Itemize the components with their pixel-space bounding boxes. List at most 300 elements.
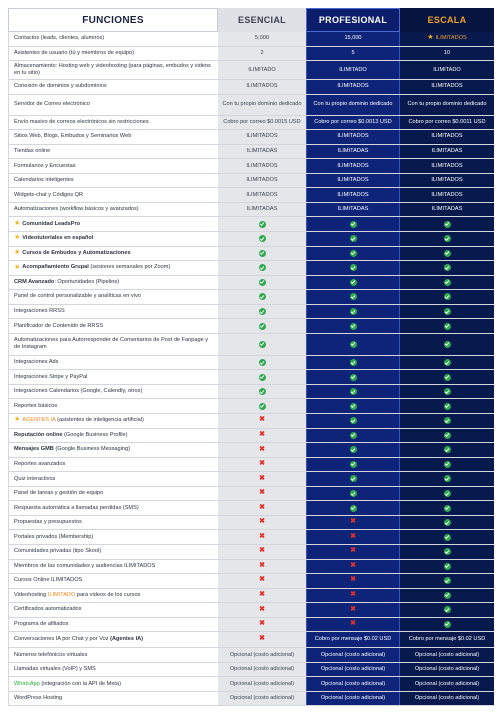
feature-label xyxy=(22,250,130,257)
escala-cell xyxy=(400,632,494,647)
cross-icon: ✖ xyxy=(259,430,265,438)
feature-text: Certificados automatizados xyxy=(14,606,82,613)
profesional-cell xyxy=(306,648,400,662)
escala-cell xyxy=(400,290,494,304)
profesional-cell xyxy=(306,305,400,319)
cross-icon: ✖ xyxy=(259,547,265,555)
feature-label xyxy=(14,476,55,483)
profesional-cell xyxy=(306,472,400,486)
feature-text: Propuestas y presupuestos xyxy=(14,519,82,526)
star-icon: ★ xyxy=(14,263,21,271)
escala-cell xyxy=(400,692,494,706)
table-row xyxy=(8,130,494,145)
feature-cell xyxy=(8,370,218,384)
check-icon xyxy=(350,374,357,381)
profesional-cell xyxy=(306,443,400,457)
table-row xyxy=(8,356,494,371)
check-icon xyxy=(350,308,357,315)
escala-cell xyxy=(400,677,494,691)
table-row xyxy=(8,530,494,545)
feature-text: Mensajes GMB xyxy=(14,446,54,453)
esencial-cell xyxy=(218,61,306,79)
feature-text: CRM Avanzado xyxy=(14,278,55,285)
feature-label xyxy=(14,192,83,199)
feature-label xyxy=(22,264,170,271)
table-row xyxy=(8,370,494,385)
table-row xyxy=(8,574,494,589)
feature-label xyxy=(14,403,57,410)
feature-text: (integración con la API de Meta) xyxy=(39,680,121,687)
escala-cell xyxy=(400,95,494,115)
feature-cell xyxy=(8,130,218,144)
check-icon xyxy=(444,577,451,584)
escala-cell xyxy=(400,203,494,217)
table-row xyxy=(8,603,494,618)
feature-cell xyxy=(8,516,218,530)
profesional-cell xyxy=(306,130,400,144)
table-row xyxy=(8,32,494,47)
feature-label xyxy=(14,490,103,497)
escala-cell xyxy=(400,603,494,617)
escala-cell xyxy=(400,589,494,603)
check-icon xyxy=(350,264,357,271)
check-icon xyxy=(444,548,451,555)
cell-value: ILIMITADAS xyxy=(246,148,278,155)
feature-cell xyxy=(8,247,218,261)
escala-cell xyxy=(400,663,494,677)
escala-cell xyxy=(400,516,494,530)
cell-value: ILIMITADOS xyxy=(337,191,369,198)
feature-cell xyxy=(8,80,218,94)
escala-cell xyxy=(400,560,494,574)
table-row xyxy=(8,188,494,203)
feature-cell xyxy=(8,632,218,647)
check-icon xyxy=(350,446,357,453)
table-row xyxy=(8,319,494,334)
profesional-cell xyxy=(306,32,400,46)
check-icon xyxy=(444,592,451,599)
check-icon xyxy=(259,308,266,315)
profesional-cell xyxy=(306,217,400,231)
esencial-cell xyxy=(218,574,306,588)
profesional-cell xyxy=(306,385,400,399)
table-row xyxy=(8,443,494,458)
table-row xyxy=(8,145,494,160)
esencial-cell xyxy=(218,414,306,428)
cell-value: ILIMITADAS xyxy=(431,206,463,213)
profesional-cell xyxy=(306,47,400,61)
cell-value: ILIMITADAS xyxy=(337,148,369,155)
cell-value: Con tu propio dominio dedicado xyxy=(407,101,487,108)
feature-text: Miembros de las comunidades y audiencias ILIMITADOS xyxy=(14,562,156,569)
check-icon xyxy=(444,621,451,628)
feature-label xyxy=(14,606,81,613)
escala-cell xyxy=(400,47,494,61)
table-row xyxy=(8,589,494,604)
cell-value: Opcional (costo adicional) xyxy=(414,666,480,673)
profesional-cell xyxy=(306,356,400,370)
check-icon xyxy=(444,341,451,348)
cell-value: ILIMITADOS xyxy=(337,133,369,140)
feature-text: Respuesta automática a llamadas perdidas (SMS) xyxy=(14,504,139,511)
cell-value: ILIMITADOS xyxy=(246,133,278,140)
escala-cell xyxy=(400,80,494,94)
table-row xyxy=(8,80,494,95)
table-row xyxy=(8,290,494,305)
check-icon xyxy=(350,505,357,512)
escala-cell xyxy=(400,261,494,275)
feature-cell xyxy=(8,276,218,290)
check-icon xyxy=(350,221,357,228)
feature-cell xyxy=(8,458,218,472)
check-icon xyxy=(444,461,451,468)
feature-label xyxy=(22,221,80,228)
feature-text: Videohosting xyxy=(14,591,48,598)
check-icon xyxy=(444,417,451,424)
check-icon xyxy=(259,221,266,228)
esencial-cell xyxy=(218,80,306,94)
cell-value: ILIMITADOS xyxy=(246,191,278,198)
cell-value: ILIMITADOS xyxy=(431,133,463,140)
esencial-cell xyxy=(218,648,306,662)
cell-value: Con tu propio dominio dedicado xyxy=(313,101,393,108)
cell-value: ILIMITADAS xyxy=(337,206,369,213)
table-row xyxy=(8,501,494,516)
cell-value: Con tu propio dominio dedicado xyxy=(222,101,302,108)
feature-text: Automatizaciones para Autorresponder de Comentarios de Post de Fanpage y de Instagram xyxy=(14,337,209,351)
cell-value: ILIMITADOS xyxy=(246,83,278,90)
feature-cell xyxy=(8,290,218,304)
cell-value: Opcional (costo adicional) xyxy=(414,695,480,702)
cell-value: Opcional (costo adicional) xyxy=(229,651,295,658)
table-row xyxy=(8,414,494,429)
escala-cell xyxy=(400,232,494,246)
feature-cell xyxy=(8,429,218,443)
table-row xyxy=(8,458,494,473)
check-icon xyxy=(350,490,357,497)
table-row xyxy=(8,472,494,487)
check-icon xyxy=(259,250,266,257)
escala-cell xyxy=(400,32,494,46)
profesional-cell xyxy=(306,574,400,588)
profesional-cell xyxy=(306,290,400,304)
cross-icon: ✖ xyxy=(350,561,356,569)
feature-label xyxy=(14,666,96,673)
profesional-cell xyxy=(306,370,400,384)
esencial-cell xyxy=(218,501,306,515)
escala-cell xyxy=(400,399,494,413)
feature-label xyxy=(14,681,121,688)
check-icon xyxy=(444,606,451,613)
cross-icon: ✖ xyxy=(259,620,265,628)
feature-cell xyxy=(8,159,218,173)
profesional-cell xyxy=(306,399,400,413)
check-icon xyxy=(444,359,451,366)
check-icon xyxy=(259,374,266,381)
feature-label xyxy=(14,83,107,90)
feature-label xyxy=(14,548,101,555)
esencial-cell xyxy=(218,334,306,355)
check-icon xyxy=(444,505,451,512)
cell-value: Cobro por mensaje $0.02 USD xyxy=(314,636,392,643)
feature-text: (sesiones semanales por Zoom) xyxy=(88,264,171,271)
table-row xyxy=(8,247,494,262)
feature-cell xyxy=(8,232,218,246)
check-icon xyxy=(350,359,357,366)
profesional-cell xyxy=(306,414,400,428)
feature-label xyxy=(14,337,213,351)
check-icon xyxy=(444,374,451,381)
escala-cell xyxy=(400,458,494,472)
feature-cell xyxy=(8,501,218,515)
check-icon xyxy=(350,432,357,439)
cell-value: ILIMITADAS xyxy=(431,148,463,155)
feature-text: para videos de los cursos xyxy=(75,591,141,598)
esencial-cell xyxy=(218,188,306,202)
check-icon xyxy=(259,235,266,242)
cross-icon: ✖ xyxy=(350,547,356,555)
table-row xyxy=(8,261,494,276)
feature-cell xyxy=(8,47,218,61)
escala-cell xyxy=(400,188,494,202)
cross-icon: ✖ xyxy=(259,590,265,598)
esencial-cell xyxy=(218,399,306,413)
header-profesional: PROFESIONAL xyxy=(306,8,400,32)
escala-cell xyxy=(400,429,494,443)
escala-cell xyxy=(400,217,494,231)
escala-cell xyxy=(400,545,494,559)
esencial-cell xyxy=(218,116,306,130)
check-icon xyxy=(350,403,357,410)
feature-label xyxy=(14,563,155,570)
feature-cell xyxy=(8,261,218,275)
table-row xyxy=(8,677,494,692)
feature-text: Comunidades privadas (tipo Skool) xyxy=(14,548,102,555)
feature-cell xyxy=(8,414,218,428)
feature-text: Formularios y Encuestas xyxy=(14,162,76,169)
feature-label xyxy=(14,388,142,395)
table-row xyxy=(8,203,494,218)
check-icon xyxy=(259,403,266,410)
esencial-cell xyxy=(218,32,306,46)
esencial-cell xyxy=(218,618,306,632)
cross-icon: ✖ xyxy=(259,561,265,569)
feature-text: (Agentes IA) xyxy=(110,636,144,643)
esencial-cell xyxy=(218,276,306,290)
feature-cell xyxy=(8,116,218,130)
cross-icon: ✖ xyxy=(350,532,356,540)
profesional-cell xyxy=(306,319,400,333)
escala-cell xyxy=(400,501,494,515)
feature-text: Comunidad LeadsPro xyxy=(22,220,81,227)
feature-text: WordPress Hosting xyxy=(14,695,63,702)
feature-cell xyxy=(8,174,218,188)
feature-text: Conversaciones IA por Chat y por Voz xyxy=(14,636,111,643)
esencial-cell xyxy=(218,487,306,501)
feature-label xyxy=(14,293,141,300)
cell-value: 10 xyxy=(443,49,451,56)
escala-cell xyxy=(400,443,494,457)
table-row xyxy=(8,159,494,174)
feature-text: Servidor de Correo electrónico xyxy=(14,101,90,108)
check-icon xyxy=(444,293,451,300)
escala-cell xyxy=(400,159,494,173)
cross-icon: ✖ xyxy=(259,532,265,540)
feature-text: Integraciones Stripe y PayPal xyxy=(14,373,88,380)
feature-text: (Google Business Messaging) xyxy=(53,446,130,453)
feature-cell xyxy=(8,356,218,370)
escala-cell xyxy=(400,174,494,188)
esencial-cell xyxy=(218,560,306,574)
profesional-cell xyxy=(306,545,400,559)
cross-icon: ✖ xyxy=(259,605,265,613)
cell-value: 2 xyxy=(260,49,264,56)
escala-cell xyxy=(400,276,494,290)
profesional-cell xyxy=(306,692,400,706)
feature-cell xyxy=(8,443,218,457)
star-icon: ★ xyxy=(14,248,21,256)
esencial-cell xyxy=(218,603,306,617)
check-icon xyxy=(350,461,357,468)
feature-text: Cursos de Embudos y Automatizaciones xyxy=(22,249,131,256)
cross-icon: ✖ xyxy=(350,605,356,613)
table-row xyxy=(8,232,494,247)
check-icon xyxy=(259,293,266,300)
check-icon xyxy=(444,446,451,453)
feature-label xyxy=(14,374,87,381)
feature-text: Cursos Online ILIMITADOS xyxy=(14,577,83,584)
feature-text: Panel de tareas y gestión de equipo xyxy=(14,490,104,497)
check-icon xyxy=(350,417,357,424)
feature-label xyxy=(14,461,65,468)
feature-text: Integraciones RRSS xyxy=(14,308,65,315)
profesional-cell xyxy=(306,116,400,130)
check-icon xyxy=(444,534,451,541)
esencial-cell xyxy=(218,356,306,370)
check-icon xyxy=(350,341,357,348)
feature-cell xyxy=(8,530,218,544)
profesional-cell xyxy=(306,203,400,217)
esencial-cell xyxy=(218,458,306,472)
check-icon xyxy=(350,475,357,482)
feature-cell xyxy=(8,203,218,217)
cell-value: ILIMITADOS xyxy=(337,177,369,184)
feature-text: WhatsApp xyxy=(14,680,40,687)
table-row xyxy=(8,663,494,678)
esencial-cell xyxy=(218,203,306,217)
feature-text: Almacenamiento: Hosting web y videohosting (para páginas, embudos y videos en tu sitio) xyxy=(14,63,211,77)
esencial-cell xyxy=(218,443,306,457)
profesional-cell xyxy=(306,530,400,544)
feature-text: AGENTES IA xyxy=(22,417,56,424)
esencial-cell xyxy=(218,692,306,706)
feature-text: Automatizaciones (workflow básicos y avanzados) xyxy=(14,206,139,213)
profesional-cell xyxy=(306,276,400,290)
feature-text: Reportes avanzados xyxy=(14,460,66,467)
table-row xyxy=(8,516,494,531)
feature-cell xyxy=(8,648,218,662)
cross-icon: ✖ xyxy=(259,489,265,497)
table-body xyxy=(8,32,494,706)
profesional-cell xyxy=(306,145,400,159)
cell-value: Opcional (costo adicional) xyxy=(320,666,386,673)
esencial-cell xyxy=(218,305,306,319)
cell-value: ILIMITADOS xyxy=(435,35,467,42)
profesional-cell xyxy=(306,516,400,530)
cross-icon: ✖ xyxy=(350,590,356,598)
check-icon xyxy=(444,490,451,497)
feature-text: Contactos (leads, clientes, alumnos) xyxy=(14,35,105,42)
cell-value: Opcional (costo adicional) xyxy=(320,651,386,658)
feature-label xyxy=(14,177,74,184)
feature-text: Tiendas online xyxy=(14,148,51,155)
feature-label xyxy=(22,417,144,424)
table-row xyxy=(8,116,494,131)
header-funciones: FUNCIONES xyxy=(8,8,218,32)
cross-icon: ✖ xyxy=(259,474,265,482)
cell-value: Cobro por correo $0.0011 USD xyxy=(408,118,486,125)
check-icon xyxy=(350,235,357,242)
feature-cell xyxy=(8,32,218,46)
profesional-cell xyxy=(306,80,400,94)
cross-icon: ✖ xyxy=(259,416,265,424)
feature-cell xyxy=(8,399,218,413)
check-icon xyxy=(444,519,451,526)
esencial-cell xyxy=(218,247,306,261)
star-icon: ★ xyxy=(14,219,21,227)
esencial-cell xyxy=(218,174,306,188)
check-icon xyxy=(444,308,451,315)
esencial-cell xyxy=(218,159,306,173)
feature-text: Acompañamiento Grupal xyxy=(22,264,89,271)
feature-text: (Google Business Profile) xyxy=(62,431,128,438)
feature-cell xyxy=(8,663,218,677)
escala-cell xyxy=(400,356,494,370)
feature-text: Portales privados (Membership) xyxy=(14,533,94,540)
esencial-cell xyxy=(218,95,306,115)
table-row xyxy=(8,95,494,116)
feature-label xyxy=(14,577,82,584)
feature-cell xyxy=(8,472,218,486)
profesional-cell xyxy=(306,188,400,202)
table-row xyxy=(8,618,494,633)
check-icon xyxy=(444,432,451,439)
esencial-cell xyxy=(218,370,306,384)
star-icon: ★ xyxy=(427,34,434,42)
check-icon xyxy=(444,323,451,330)
feature-label xyxy=(14,519,82,526)
cross-icon: ✖ xyxy=(259,518,265,526)
cell-value: Opcional (costo adicional) xyxy=(229,695,295,702)
cell-value: Cobro por correo $0.0015 USD xyxy=(223,118,301,125)
feature-label xyxy=(14,279,119,286)
check-icon xyxy=(444,250,451,257)
esencial-cell xyxy=(218,516,306,530)
escala-cell xyxy=(400,247,494,261)
cell-value: ILIMITADOS xyxy=(337,83,369,90)
feature-cell xyxy=(8,487,218,501)
cross-icon: ✖ xyxy=(350,620,356,628)
feature-label xyxy=(14,592,140,599)
feature-cell xyxy=(8,692,218,706)
cell-value: ILIMITADOS xyxy=(431,191,463,198)
esencial-cell xyxy=(218,130,306,144)
escala-cell xyxy=(400,472,494,486)
cross-icon: ✖ xyxy=(259,635,265,643)
profesional-cell xyxy=(306,589,400,603)
feature-cell xyxy=(8,188,218,202)
esencial-cell xyxy=(218,217,306,231)
